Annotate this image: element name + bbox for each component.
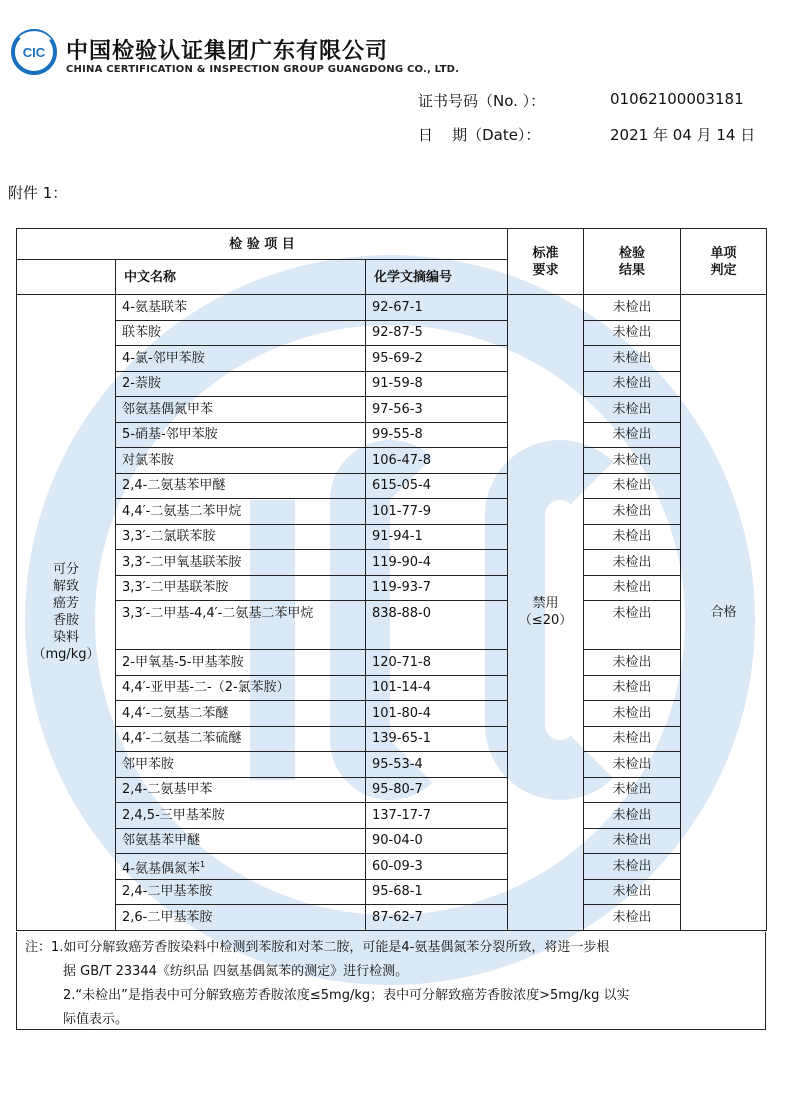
test-result: 未检出 [584,803,681,829]
substance-name: 2-甲氧基-5-甲基苯胺 [116,650,366,676]
date-label: 日 期（Date）： [418,126,541,144]
certificate-number [418,90,744,111]
test-result: 未检出 [584,575,681,601]
test-results-table [16,228,767,931]
table-row [17,701,767,727]
cas-number: 101-80-4 [366,701,508,727]
category-text: 可分 [52,562,79,578]
note-line: 据 GB/T 23344《纺织品 四氨基偶氮苯的测定》进行检测。 [63,964,409,979]
svg-text:CIC: CIC [22,45,46,60]
test-result: 未检出 [584,777,681,803]
cas-number: 137-17-7 [366,803,508,829]
table-row [17,905,767,931]
test-result: 未检出 [584,650,681,676]
category-cell [17,295,116,931]
footnote-marker: 1 [199,859,206,869]
company-name-cn: 中国检验认证集团广东有限公司 [66,39,389,64]
category-text: 解致 [52,579,79,595]
substance-name: 4-氯-邻甲苯胺 [116,346,366,372]
substance-name: 4,4′-二氨基二苯醚 [116,701,366,727]
test-result: 未检出 [584,828,681,854]
header-blank [17,260,116,295]
cas-number: 87-62-7 [366,905,508,931]
note-line: 2.“未检出”是指表中可分解致癌芳香胺浓度≤5mg/kg；表中可分解致癌芳香胺浓度>5mg/kg 以实 [63,988,630,1003]
cas-number: 95-68-1 [366,879,508,905]
cas-number: 838-88-0 [366,601,508,650]
test-result: 未检出 [584,473,681,499]
note-line: 注：1.如可分解致癌芳香胺染料中检测到苯胺和对苯二胺，可能是4-氨基偶氮苯分裂所致，将进一步根 [25,940,610,955]
table-row [17,346,767,372]
cas-number: 91-59-8 [366,371,508,397]
substance-name: 邻氨基偶氮甲苯 [116,397,366,423]
test-result: 未检出 [584,905,681,931]
cas-number: 101-77-9 [366,499,508,525]
cas-number: 99-55-8 [366,422,508,448]
letterhead [10,28,460,83]
test-result: 未检出 [584,675,681,701]
cas-number: 92-87-5 [366,320,508,346]
test-result: 未检出 [584,499,681,525]
substance-name: 3,3′-二甲氧基联苯胺 [116,550,366,576]
test-result: 未检出 [584,320,681,346]
company-name-en: CHINA CERTIFICATION & INSPECTION GROUP GUANGDONG CO., LTD. [66,64,460,75]
test-result: 未检出 [584,550,681,576]
category-text: （mg/kg） [32,647,100,663]
table-row [17,499,767,525]
table-row [17,473,767,499]
substance-name: 2,4,5-三甲基苯胺 [116,803,366,829]
header-standard: 标准 要求 [508,229,584,295]
substance-name: 4,4′-二氨基二苯硫醚 [116,726,366,752]
cas-number: 139-65-1 [366,726,508,752]
table-row [17,803,767,829]
cas-number: 91-94-1 [366,524,508,550]
certificate-date [418,124,756,145]
cas-number: 119-93-7 [366,575,508,601]
table-row [17,397,767,423]
cas-number: 60-09-3 [366,854,508,880]
substance-name: 对氯苯胺 [116,448,366,474]
table-row [17,854,767,880]
substance-name: 3,3′-二氯联苯胺 [116,524,366,550]
cas-number: 615-05-4 [366,473,508,499]
substance-name: 4,4′-亚甲基-二-（2-氯苯胺） [116,675,366,701]
table-row [17,295,767,321]
cas-number: 120-71-8 [366,650,508,676]
attachment-label: 附件 1： [8,184,68,202]
header-test-items: 检 验 项 目 [17,229,508,260]
cas-number: 95-53-4 [366,752,508,778]
test-result: 未检出 [584,726,681,752]
test-result: 未检出 [584,701,681,727]
substance-name: 邻氨基苯甲醚 [116,828,366,854]
substance-name: 4-氨基联苯 [116,295,366,321]
table-row [17,879,767,905]
standard-requirement: 禁用 （≤20） [508,295,584,931]
cas-number: 106-47-8 [366,448,508,474]
cas-number: 97-56-3 [366,397,508,423]
substance-name: 3,3′-二甲基联苯胺 [116,575,366,601]
substance-name: 3,3′-二甲基-4,4′-二氨基二苯甲烷 [116,601,366,650]
header-result: 检验 结果 [584,229,681,295]
substance-name: 2-萘胺 [116,371,366,397]
cas-number: 90-04-0 [366,828,508,854]
category-text: 染料 [52,630,79,646]
table-row [17,726,767,752]
test-result: 未检出 [584,524,681,550]
table-row [17,524,767,550]
substance-name: 2,4-二氨基甲苯 [116,777,366,803]
footnotes [16,932,766,1030]
test-result: 未检出 [584,346,681,372]
table-row [17,550,767,576]
test-result: 未检出 [584,422,681,448]
header-chinese-name: 中文名称 [116,260,366,295]
table-row [17,575,767,601]
table-row [17,675,767,701]
header-cas-number: 化学文摘编号 [366,260,508,295]
cic-logo-icon [10,28,58,76]
note-line: 际值表示。 [63,1012,129,1027]
test-result: 未检出 [584,752,681,778]
substance-name: 联苯胺 [116,320,366,346]
cert-label: 证书号码（No. ）： [418,92,546,110]
table-row [17,601,767,650]
test-result: 未检出 [584,295,681,321]
table-row [17,777,767,803]
cas-number: 95-80-7 [366,777,508,803]
test-result: 未检出 [584,371,681,397]
substance-name: 2,4-二氨基苯甲醚 [116,473,366,499]
cas-number: 101-14-4 [366,675,508,701]
test-result: 未检出 [584,854,681,880]
substance-name: 邻甲苯胺 [116,752,366,778]
category-text: 香胺 [52,613,79,629]
cert-value: 01062100003181 [610,90,744,108]
test-result: 未检出 [584,448,681,474]
judgement: 合格 [681,295,767,931]
table-row [17,650,767,676]
cas-number: 95-69-2 [366,346,508,372]
table-row [17,320,767,346]
test-result: 未检出 [584,879,681,905]
cas-number: 92-67-1 [366,295,508,321]
test-result: 未检出 [584,601,681,650]
date-value: 2021 年 04 月 14 日 [610,126,756,144]
substance-name: 4-氨基偶氮苯$^1$ [116,854,366,880]
substance-name: 5-硝基-邻甲苯胺 [116,422,366,448]
table-row [17,371,767,397]
substance-name: 2,6-二甲基苯胺 [116,905,366,931]
test-result: 未检出 [584,397,681,423]
substance-name: 4,4′-二氨基二苯甲烷 [116,499,366,525]
table-row [17,422,767,448]
table-row [17,828,767,854]
header-judgement: 单项 判定 [681,229,767,295]
substance-name: 2,4-二甲基苯胺 [116,879,366,905]
cas-number: 119-90-4 [366,550,508,576]
table-row [17,448,767,474]
category-text: 癌芳 [52,596,79,612]
table-row [17,752,767,778]
